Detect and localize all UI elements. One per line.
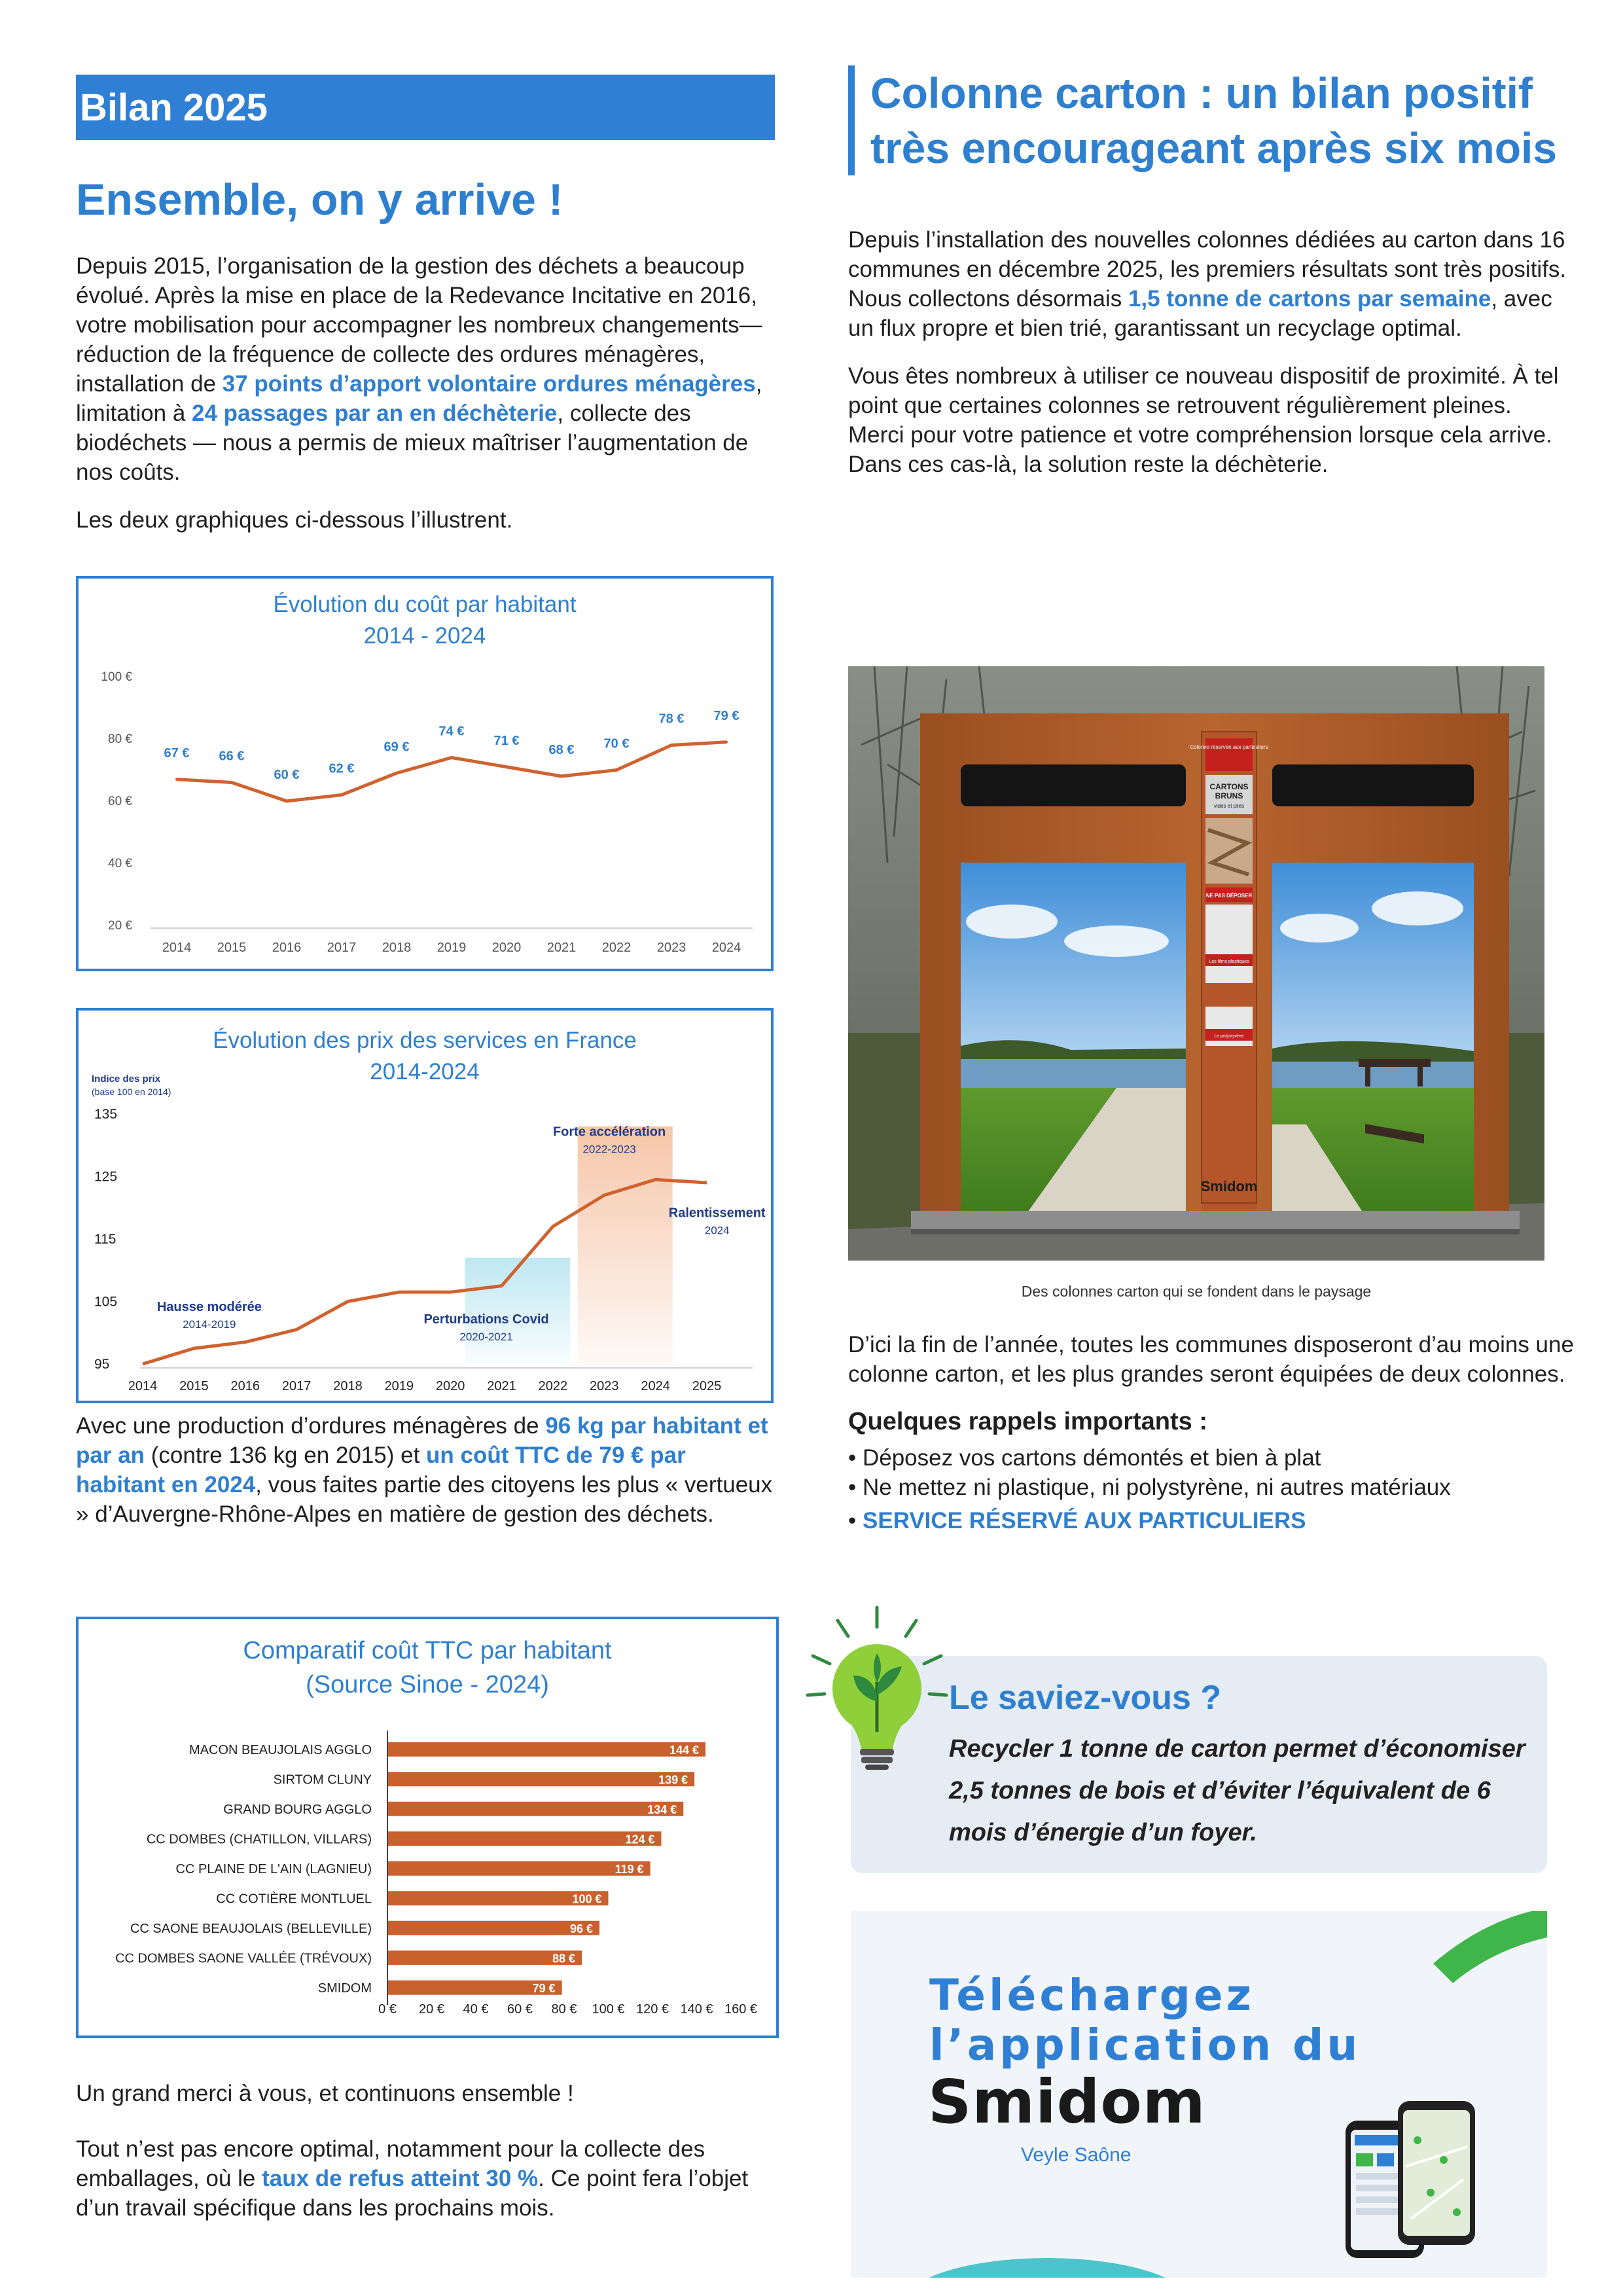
reminders-list bbox=[848, 1443, 1575, 1535]
y-tick-label: 80 € bbox=[108, 732, 132, 746]
annotation-band bbox=[465, 1258, 570, 1364]
data-point bbox=[615, 769, 618, 772]
compare-chart bbox=[76, 1617, 779, 2038]
x-tick-label: 80 € bbox=[551, 2002, 577, 2017]
x-tick-label: 2019 bbox=[384, 1379, 414, 1393]
data-point bbox=[230, 781, 233, 784]
category-label: CC COTIÈRE MONTLUEL bbox=[216, 1892, 372, 1907]
x-tick-label: 40 € bbox=[463, 2002, 489, 2017]
y-tick-label: 105 bbox=[94, 1294, 118, 1310]
bar bbox=[387, 1921, 599, 1935]
x-tick-label: 2025 bbox=[692, 1379, 722, 1393]
bar-value-label: 119 € bbox=[615, 1862, 644, 1876]
reminder-item-highlight: • SERVICE RÉSERVÉ AUX PARTICULIERS bbox=[848, 1508, 1306, 1534]
section-banner bbox=[76, 75, 775, 140]
x-tick-label: 2018 bbox=[382, 941, 412, 955]
carton-title: Colonne carton : un bilan positif très encourageant après six mois bbox=[870, 69, 1558, 172]
app-brand-logo: Smidom bbox=[928, 2067, 1206, 2137]
highlight-tonnage: 1,5 tonne de cartons par semaine bbox=[1128, 286, 1491, 312]
data-label: 74 € bbox=[438, 724, 465, 739]
x-tick-label: 2017 bbox=[327, 941, 357, 955]
intro-paragraph: Depuis 2015, l’organisation de la gestion des déchets a beaucoup évolué. Après la mise en place de la Redevance Incitative en 2016, votre mobilisation pour accompagner les nombreux changements— réduction de la fréquence de collecte des ordures ménagères, installation de 37 points d’apport volontaire ordures ménagères, limitation à 24 passages par an en déchèterie, collecte des biodéchets — nous a permis de mieux maîtriser l’augmentation de nos coûts. bbox=[76, 253, 762, 485]
prices-y-unit-sub: (base 100 en 2014) bbox=[92, 1086, 171, 1097]
bar bbox=[387, 1772, 694, 1786]
intro-text bbox=[76, 251, 775, 535]
photo-caption: Des colonnes carton qui se fondent dans le paysage bbox=[1021, 1283, 1372, 1300]
bar-value-label: 134 € bbox=[647, 1803, 677, 1816]
y-tick-label: 20 € bbox=[108, 919, 132, 933]
data-label: 66 € bbox=[219, 749, 245, 764]
x-tick-label: 2024 bbox=[641, 1379, 670, 1393]
data-label: 78 € bbox=[658, 711, 685, 726]
y-tick-label: 40 € bbox=[108, 857, 132, 870]
carton-column-photo bbox=[848, 666, 1544, 1261]
bar bbox=[387, 1831, 662, 1846]
data-point bbox=[285, 800, 288, 802]
highlight-refus: taux de refus atteint 30 % bbox=[262, 2166, 539, 2191]
x-tick-label: 2023 bbox=[656, 941, 687, 955]
annotation-band bbox=[578, 1126, 673, 1364]
x-tick-label: 2015 bbox=[179, 1379, 209, 1393]
bar-value-label: 79 € bbox=[532, 1981, 556, 1995]
phone-mockup-icon[interactable] bbox=[1346, 2101, 1476, 2265]
annotation-period: 2024 bbox=[704, 1224, 730, 1237]
reminder-item: • Déposez vos cartons démontés et bien à plat bbox=[848, 1445, 1321, 1471]
annotation-label: Ralentissement bbox=[668, 1206, 766, 1221]
cost-series-line bbox=[177, 742, 726, 801]
prices-chart bbox=[76, 1008, 774, 1403]
x-tick-label: 100 € bbox=[592, 2002, 625, 2017]
y-tick-label: 95 bbox=[94, 1357, 110, 1372]
data-label: 69 € bbox=[383, 740, 410, 755]
y-tick-label: 100 € bbox=[101, 670, 132, 684]
x-tick-label: 20 € bbox=[419, 2002, 444, 2017]
category-label: CC SAONE BEAUJOLAIS (BELLEVILLE) bbox=[130, 1921, 372, 1936]
x-tick-label: 2014 bbox=[162, 941, 192, 955]
compare-chart-title: Comparatif coût TTC par habitant (Source Sinoe - 2024) bbox=[243, 1637, 612, 1698]
bulb-icon bbox=[798, 1604, 955, 1774]
data-label: 71 € bbox=[493, 733, 520, 748]
x-tick-label: 2014 bbox=[128, 1379, 158, 1393]
data-label: 67 € bbox=[164, 745, 190, 761]
data-label: 68 € bbox=[548, 743, 575, 757]
x-tick-label: 2016 bbox=[230, 1379, 260, 1393]
x-tick-label: 2021 bbox=[487, 1379, 516, 1393]
svg-text:vidés et pliés: vidés et pliés bbox=[1213, 803, 1245, 809]
data-point bbox=[560, 775, 563, 778]
bar bbox=[387, 1802, 683, 1816]
thanks-line: Un grand merci à vous, et continuons ensemble ! bbox=[76, 2081, 574, 2106]
x-tick-label: 2018 bbox=[333, 1379, 363, 1393]
tip-text: Recycler 1 tonne de carton permet d’économiser 2,5 tonnes de bois et d’éviter l’équivalent de 6 mois d’énergie d’un foyer. bbox=[949, 1735, 1525, 1846]
category-label: CC PLAINE DE L'AIN (LAGNIEU) bbox=[175, 1861, 372, 1876]
data-point bbox=[340, 794, 343, 797]
reminder-item: • Ne mettez ni plastique, ni polystyrène, ni autres matériaux bbox=[848, 1475, 1451, 1500]
x-tick-label: 0 € bbox=[378, 2002, 397, 2017]
right-column bbox=[848, 65, 1575, 479]
svg-text:BRUNS: BRUNS bbox=[1215, 791, 1243, 800]
x-tick-label: 2021 bbox=[546, 941, 577, 955]
bar-value-label: 100 € bbox=[572, 1892, 602, 1906]
prices-chart-title: Évolution des prix des services en France 2014-2024 bbox=[213, 1028, 637, 1085]
x-tick-label: 2022 bbox=[601, 941, 632, 955]
bar-value-label: 124 € bbox=[625, 1833, 655, 1846]
x-tick-label: 2024 bbox=[711, 941, 741, 955]
annotation-label: Perturbations Covid bbox=[423, 1312, 549, 1327]
bar-value-label: 96 € bbox=[569, 1922, 593, 1935]
x-tick-label: 60 € bbox=[507, 2002, 533, 2017]
x-tick-label: 2020 bbox=[491, 941, 522, 955]
tip-title: Le saviez-vous ? bbox=[949, 1679, 1222, 1717]
prices-chart-plot bbox=[79, 1011, 771, 1401]
middle-text: Avec une production d’ordures ménagères de 96 kg par habitant et par an (contre 136 kg en 2015) et un coût TTC de 79 € par habitant en 2024, vous faites partie des citoyens les plus « vertueux » d’Auvergne-Rhône-Alpes en matière de gestion des déchets. bbox=[76, 1413, 773, 1527]
app-brand-sub: Veyle Saône bbox=[1021, 2144, 1132, 2166]
annotation-period: 2022-2023 bbox=[582, 1143, 636, 1156]
data-point bbox=[450, 757, 453, 759]
bar-value-label: 88 € bbox=[552, 1952, 575, 1965]
cost-chart-plot bbox=[79, 579, 771, 969]
closing-text: Un grand merci à vous, et continuons ensemble ! Tout n’est pas encore optimal, notamment pour la collecte des emballages, où le taux de refus atteint 30 %. Ce point fera l’objet d’un travail spécifique dans les prochains mois. bbox=[76, 2079, 775, 2223]
carton-title-block bbox=[848, 65, 1575, 175]
photo-illustration bbox=[848, 666, 1544, 1261]
bar-value-label: 144 € bbox=[669, 1743, 699, 1757]
data-point bbox=[725, 741, 728, 744]
x-tick-label: 120 € bbox=[635, 2002, 669, 2017]
reminders-title: Quelques rappels importants : bbox=[848, 1408, 1207, 1435]
annotation-period: 2014-2019 bbox=[183, 1318, 236, 1331]
category-label: CC DOMBES SAONE VALLÉE (TRÉVOUX) bbox=[115, 1951, 372, 1966]
category-label: CC DOMBES (CHATILLON, VILLARS) bbox=[146, 1832, 372, 1847]
annotation-period: 2020-2021 bbox=[459, 1330, 513, 1343]
carton-outlook: D’ici la fin de l’année, toutes les communes disposeront d’au moins une colonne carton, et les plus grandes seront équipées de deux colonnes. Quelques rappels importants : • Déposez vos cartons démontés et bien à plat • Ne mettez ni plastique, ni polystyrène, ni autres matériaux • SERVICE RÉSERVÉ AUX PARTICULIERS bbox=[848, 1330, 1575, 1535]
bar-value-label: 139 € bbox=[658, 1773, 688, 1787]
banner-title: Bilan 2025 bbox=[80, 86, 268, 129]
intro-charts-note: Les deux graphiques ci-dessous l’illustrent. bbox=[76, 507, 513, 533]
bar bbox=[387, 1861, 651, 1876]
page-headline: Ensemble, on y arrive ! bbox=[76, 175, 563, 224]
prices-y-unit: Indice des prix bbox=[92, 1073, 161, 1085]
x-tick-label: 140 € bbox=[680, 2002, 713, 2017]
bar bbox=[387, 1742, 705, 1757]
svg-text:Les films plastiques: Les films plastiques bbox=[1209, 960, 1249, 964]
category-label: MACON BEAUJOLAIS AGGLO bbox=[189, 1742, 372, 1757]
x-tick-label: 2022 bbox=[538, 1379, 568, 1393]
svg-text:NE PAS DÉPOSER: NE PAS DÉPOSER bbox=[1205, 893, 1253, 899]
category-label: SIRTOM CLUNY bbox=[273, 1772, 372, 1787]
x-tick-label: 2023 bbox=[590, 1379, 619, 1393]
x-tick-label: 2019 bbox=[437, 941, 467, 955]
data-point bbox=[670, 744, 673, 747]
data-point bbox=[395, 772, 398, 774]
category-label: SMIDOM bbox=[317, 1981, 372, 1996]
category-label: GRAND BOURG AGGLO bbox=[223, 1802, 372, 1817]
x-tick-label: 2015 bbox=[217, 941, 247, 955]
data-label: 60 € bbox=[274, 768, 300, 782]
highlight-cost: un coût TTC de 79 € par habitant en 2024 bbox=[76, 1443, 686, 1498]
y-tick-label: 135 bbox=[94, 1107, 118, 1122]
app-promo[interactable] bbox=[851, 1911, 1547, 2278]
app-headline-2: l’application du bbox=[929, 2020, 1361, 2070]
x-tick-label: 2016 bbox=[272, 941, 302, 955]
x-tick-label: 2020 bbox=[435, 1379, 465, 1393]
x-tick-label: 160 € bbox=[724, 2002, 758, 2017]
data-point bbox=[505, 766, 508, 768]
data-label: 70 € bbox=[603, 736, 630, 751]
y-tick-label: 125 bbox=[94, 1169, 118, 1185]
annotation-label: Hausse modérée bbox=[156, 1299, 262, 1314]
annotation-label: Forte accélération bbox=[552, 1124, 666, 1139]
svg-text:Le polystyrène: Le polystyrène bbox=[1214, 1034, 1244, 1039]
carton-intro: Depuis l’installation des nouvelles colonnes dédiées au carton dans 16 communes en décembre 2025, les premiers résultats sont très positifs. Nous collectons désormais 1,5 tonne de cartons par semaine, avec un flux propre et bien trié, garantissant un recyclage optimal. Vous êtes nombreux à utiliser ce nouveau dispositif de proximité. À tel point que certaines colonnes se retrouvent régulièrement pleines. Merci pour votre patience et votre compréhension lorsque cela arrive. Dans ces cas-là, la solution reste la déchèterie. bbox=[848, 227, 1567, 477]
svg-text:CARTONS: CARTONS bbox=[1209, 782, 1249, 791]
sign-top-line: Colonne réservée aux particuliers bbox=[1190, 744, 1268, 750]
data-label: 62 € bbox=[329, 761, 355, 776]
cost-chart-title: Évolution du coût par habitant 2014 - 2024 bbox=[273, 592, 577, 649]
left-column bbox=[76, 75, 775, 535]
data-point bbox=[175, 778, 178, 781]
cost-chart bbox=[76, 576, 774, 971]
app-headline-1: Téléchargez bbox=[929, 1970, 1255, 2020]
compare-chart-plot bbox=[79, 1619, 776, 2036]
y-tick-label: 60 € bbox=[108, 795, 132, 808]
y-tick-label: 115 bbox=[94, 1232, 116, 1247]
highlight-kg: 96 kg par habitant et par an bbox=[76, 1413, 768, 1468]
highlight-points: 37 points d’apport volontaire ordures ménagères bbox=[222, 371, 756, 397]
photo-brand: Smidom bbox=[1200, 1178, 1258, 1194]
highlight-passages: 24 passages par an en déchèterie bbox=[192, 401, 558, 426]
x-tick-label: 2017 bbox=[281, 1379, 312, 1393]
data-label: 79 € bbox=[713, 708, 740, 723]
